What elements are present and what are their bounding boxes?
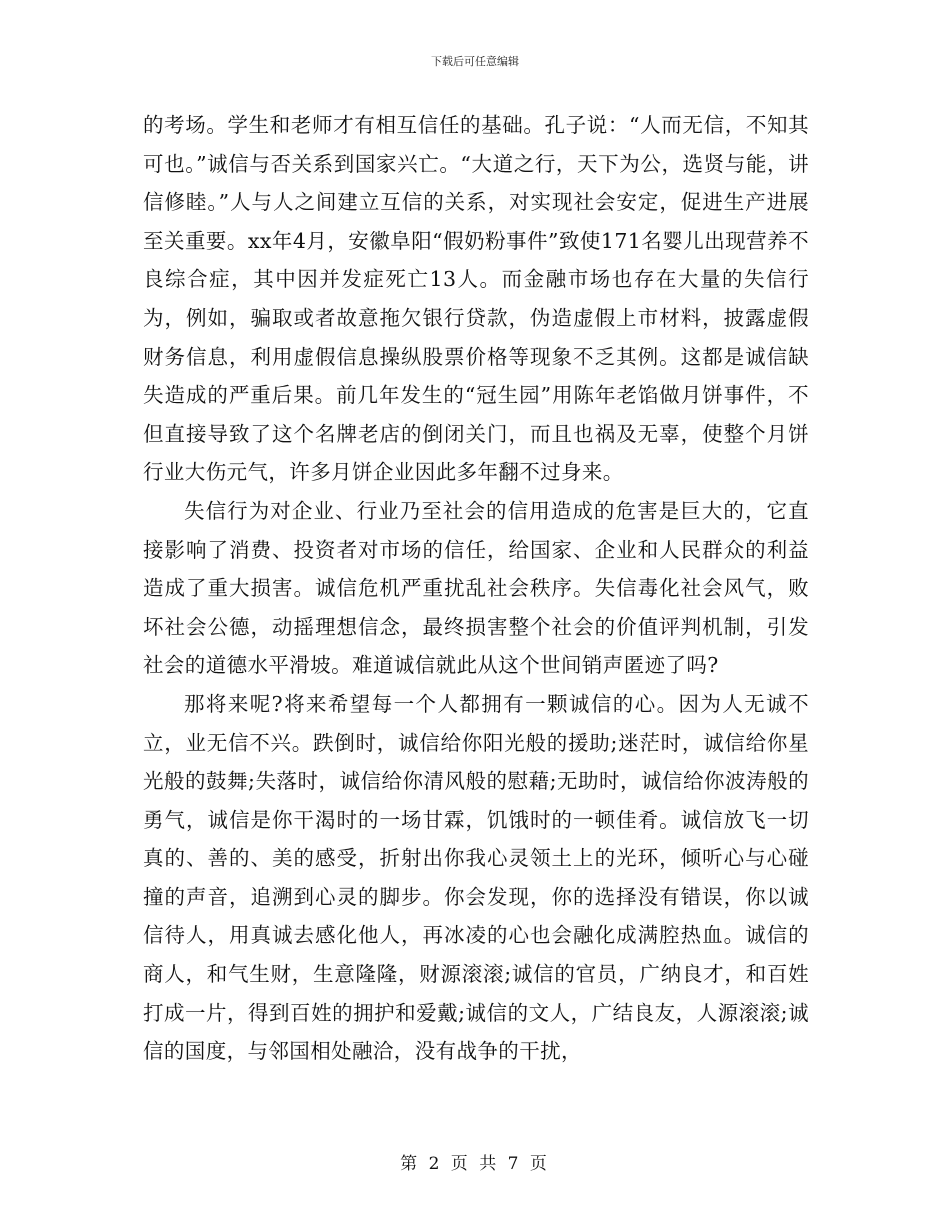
page-header: 下载后可任意编辑 <box>431 55 519 68</box>
document-body <box>143 106 809 1071</box>
paragraph-2: 失信行为对企业、行业乃至社会的信用造成的危害是巨大的，它直接影响了消费、投资者对市场的信任，给国家、企业和人民群众的利益造成了重大损害。诚信危机严重扰乱社会秩序。失信毒化社会风气，败坏社会公德，动摇理想信念，最终损害整个社会的价值评判机制，引发社会的道德水平滑坡。难道诚信就此从这个世间销声匿迹了吗? <box>143 498 809 678</box>
paragraph-3: 那将来呢?将来希望每一个人都拥有一颗诚信的心。因为人无诚不立，业无信不兴。跌倒时，诚信给你阳光般的援助;迷茫时，诚信给你星光般的鼓舞;失落时，诚信给你清风般的慰藉;无助时，诚信给你波涛般的勇气，诚信是你干渴时的一场甘霖，饥饿时的一顿佳肴。诚信放飞一切真的、善的、美的感受，折射出你我心灵领土上的光环，倾听心与心碰撞的声音，追溯到心灵的脚步。你会发现，你的选择没有错误，你以诚信待人，用真诚去感化他人，再冰凌的心也会融化成满腔热血。诚信的商人，和气生财，生意隆隆，财源滚滚;诚信的官员，广纳良才，和百姓打成一片，得到百姓的拥护和爱戴;诚信的文人，广结良友，人源滚滚;诚信的国度，与邻国相处融洽，没有战争的干扰， <box>143 691 809 1064</box>
page-footer: 第 2 页 共 7 页 <box>400 1154 550 1174</box>
paragraph-1: 的考场。学生和老师才有相互信任的基础。孔子说：“人而无信，不知其可也。”诚信与否关系到国家兴亡。“大道之行，天下为公，选贤与能，讲信修睦。”人与人之间建立互信的关系，对实现社会安定，促进生产进展至关重要。xx年4月，安徽阜阳“假奶粉事件”致使171名婴儿出现营养不良综合症，其中因并发症死亡13人。而金融市场也存在大量的失信行为，例如，骗取或者故意拖欠银行贷款，伪造虚假上市材料，披露虚假财务信息，利用虚假信息操纵股票价格等现象不乏其例。这都是诚信缺失造成的严重后果。前几年发生的“冠生园”用陈年老馅做月饼事件，不但直接导致了这个名牌老店的倒闭关门，而且也祸及无辜，使整个月饼行业大伤元气，许多月饼企业因此多年翻不过身来。 <box>143 113 809 485</box>
